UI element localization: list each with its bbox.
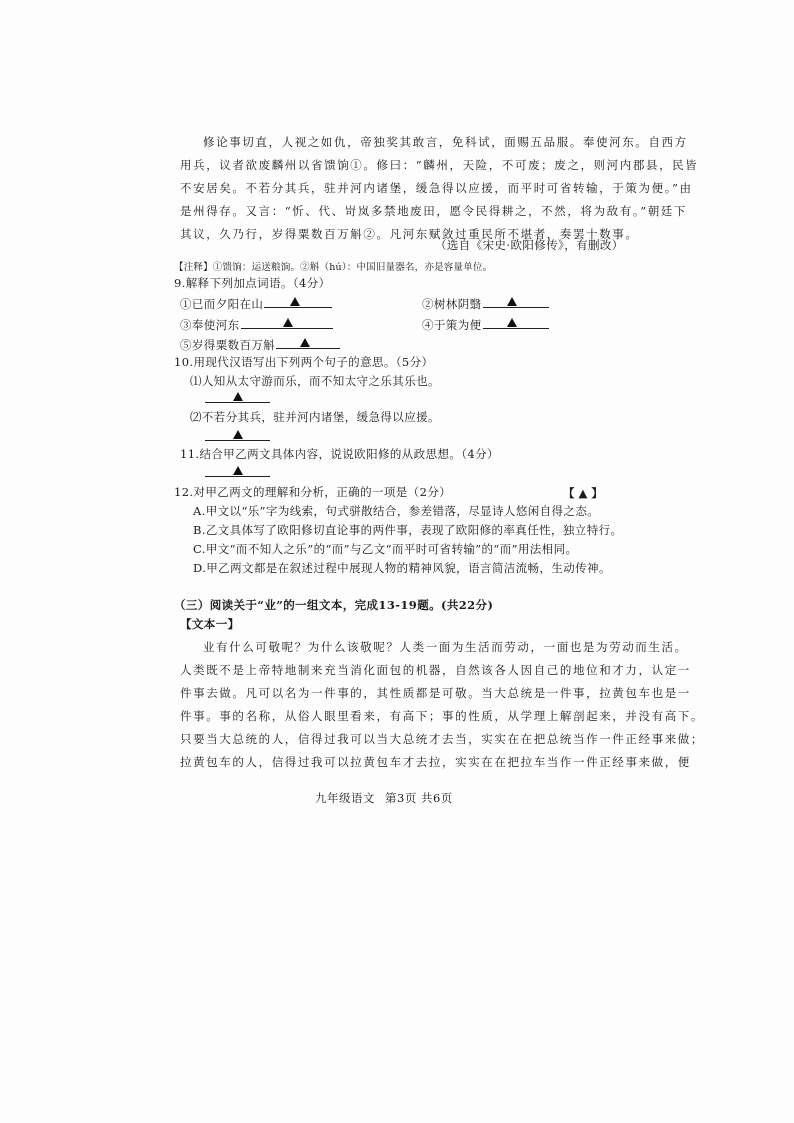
footer-grade: 九年级语文	[315, 791, 375, 805]
answer-blank[interactable]	[483, 295, 549, 308]
q9-item-1: ①已而夕阳在山	[180, 295, 332, 311]
q12-stem: 12.对甲乙两文的理解和分析，正确的一项是（2分）	[174, 485, 452, 499]
passage-note: 【注释】①馈饷：运送粮饷。②斛（hú）：中国旧量器名，亦是容量单位。	[174, 262, 493, 273]
q11-stem: 11.结合甲乙两文具体内容，说说欧阳修的从政思想。（4分）	[180, 447, 499, 461]
text1-line: 件事去做。凡可以名为一件事的，其性质都是可敬。当大总统是一件事，拉黄包车也是一	[180, 686, 691, 700]
answer-bracket[interactable]: 【 ▲ 】	[563, 486, 603, 500]
triangle-marker-icon	[507, 297, 517, 306]
passage-line: 修论事切直，人视之如仇，帝独奖其敢言，免科试，面赐五品服。奉使河东。自西方	[203, 135, 688, 149]
q12-option-b: B.乙文具体写了欧阳修切直论事的两件事，表现了欧阳修的率真任性，独立特行。	[193, 523, 623, 537]
answer-blank[interactable]	[205, 464, 270, 477]
passage-source: （选自《宋史·欧阳修传》，有删改）	[435, 238, 624, 252]
answer-blank[interactable]	[276, 336, 340, 349]
triangle-marker-icon	[290, 297, 300, 306]
q12-option-c: C.甲文“而不知人之乐”的“而”与乙文“而平时可省转输”的“而”用法相同。	[193, 542, 578, 556]
q10-answer-2	[204, 428, 270, 444]
text-label: 【文本一】	[180, 617, 240, 631]
text1-line: 件事。事的名称，从俗人眼里看来，有高下；事的性质，从学理上解剖起来，并没有高下。	[180, 709, 704, 723]
text1-line: 人类既不是上帝特地制来充当消化面包的机器，自然该各人因自己的地位和才力，认定一	[180, 663, 691, 677]
answer-blank[interactable]	[205, 428, 270, 441]
q9-item-5: ⑤岁得粟数百万斛	[180, 336, 340, 352]
q12-option-a: A.甲文以“乐”字为线索，句式骈散结合，参差错落，尽显诗人悠闲自得之态。	[193, 504, 600, 518]
q9-item-3: ③奉使河东	[180, 316, 333, 332]
answer-blank[interactable]	[483, 316, 549, 329]
passage-line: 用兵，议者欲废麟州以省馈饷①。修曰：“麟州，天险，不可废；废之，则河内郡县，民皆	[180, 158, 699, 172]
triangle-marker-icon	[233, 430, 243, 439]
q10-sentence-1: ⑴人知从太守游而乐，而不知太守之乐其乐也。	[190, 374, 440, 388]
passage-line: 不安居矣。不若分其兵，驻并河内诸堡，缓急得以应援，而平时可省转输，于策为便。”由	[180, 181, 693, 195]
q9-item-4: ④于策为便	[422, 316, 549, 332]
q10-stem: 10.用现代汉语写出下列两个句子的意思。（5分）	[174, 355, 434, 369]
text1-line: 拉黄包车的人，信得过我可以拉黄包车才去拉，实实在在把拉车当作一件正经事来做，便	[180, 755, 691, 769]
footer-page: 第3页 共6页	[385, 791, 453, 805]
text1-line: 只要当大总统的人，信得过我可以当大总统才去当，实实在在把总统当作一件正经事来做；	[180, 732, 704, 746]
section-heading: （三）阅读关于“业”的一组文本，完成13-19题。(共22分)	[174, 598, 494, 612]
triangle-marker-icon	[233, 392, 243, 401]
q10-sentence-2: ⑵不若分其兵，驻并河内诸堡，缓急得以应援。	[190, 410, 440, 424]
triangle-marker-icon	[233, 466, 243, 475]
passage-line: 其议，久乃行，岁得粟数百万斛②。凡河东赋敛过重民所不堪者，奏罢十数事。	[180, 227, 639, 241]
answer-blank[interactable]	[264, 295, 332, 308]
q9-stem: 9.解释下列加点词语。（4分）	[174, 276, 331, 290]
q9-item-2: ②树林阴翳	[422, 295, 549, 311]
triangle-marker-icon	[283, 318, 293, 327]
triangle-marker-icon	[507, 318, 517, 327]
answer-blank[interactable]	[241, 316, 333, 329]
passage-line: 是州得存。又言：“忻、代、岢岚多禁地废田，愿令民得耕之，不然，将为敌有。”朝廷下	[180, 204, 688, 218]
text1-line: 业有什么可敬呢？为什么该敬呢？人类一面为生活而劳动，一面也是为劳动而生活。	[203, 640, 688, 654]
q11-answer	[204, 464, 270, 480]
q10-answer-1	[204, 390, 270, 406]
triangle-marker-icon	[300, 338, 310, 347]
q12-option-d: D.甲乙两文都是在叙述过程中展现人物的精神风貌，语言简洁流畅，生动传神。	[193, 561, 611, 575]
answer-blank[interactable]	[205, 390, 270, 403]
